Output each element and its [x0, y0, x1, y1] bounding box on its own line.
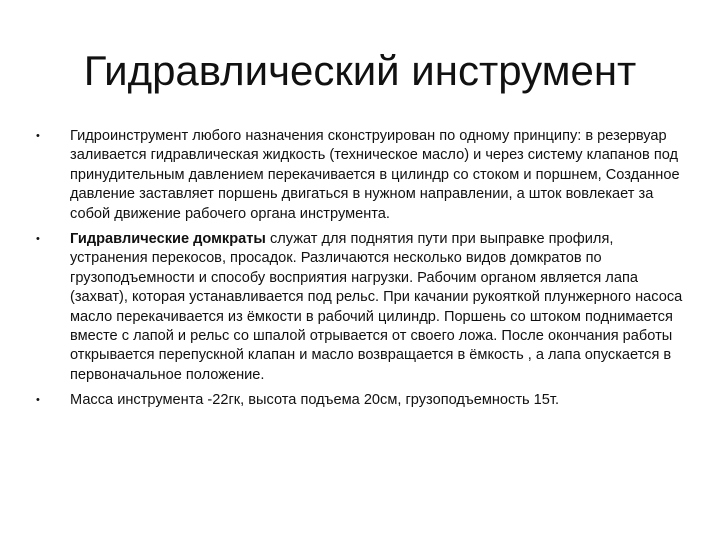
- bullet-item-hydraulic-jacks: [36, 230, 686, 385]
- bullet-list: [36, 127, 686, 417]
- bullet-item-hydraulic-tool-principle: [36, 127, 686, 224]
- bullet-dot-icon: •: [36, 233, 40, 246]
- bullet-bold-term: Гидравлические домкраты: [70, 231, 266, 248]
- bullet-dot-icon: •: [36, 130, 40, 142]
- bullet-item-tool-specs: [36, 391, 686, 410]
- bullet-text: Масса инструмента -22гк, высота подъема 20см, грузоподъемность 15т.: [70, 392, 560, 409]
- bullet-text: Гидроинструмент любого назначения сконструирован по одному принципу: в резервуар заливается гидравлическая жидкость (техническое масло) и через систему клапанов под принудительным давлением перекачивается в цилиндр со стоком и поршнем, Созданное давление заставляет поршень двигаться в нужном направлении, а шток вовлекает за собой движение рабочего органа инструмента.: [70, 128, 680, 222]
- bullet-text: служат для поднятия пути при выправке профиля, устранения перекосов, просадок. Различаются несколько видов домкратов по грузоподъемности и способу восприятия нагрузки. Рабочим органом является лапа (захват), которая устанавливается под рельс. При качании рукояткой плунжерного насоса масло перекачивается из ёмкости в рабочий цилиндр. Поршень со штоком поднимается вместе с лапой и рельс со шпалой отрывается от своего ложа. После окончания работы открывается перепускной клапан и масло возвращается в ёмкость , а лапа опускается в первоначальное положение.: [70, 231, 683, 383]
- slide-title: Гидравлический инструмент: [83, 47, 637, 94]
- bullet-dot-icon: •: [36, 394, 40, 407]
